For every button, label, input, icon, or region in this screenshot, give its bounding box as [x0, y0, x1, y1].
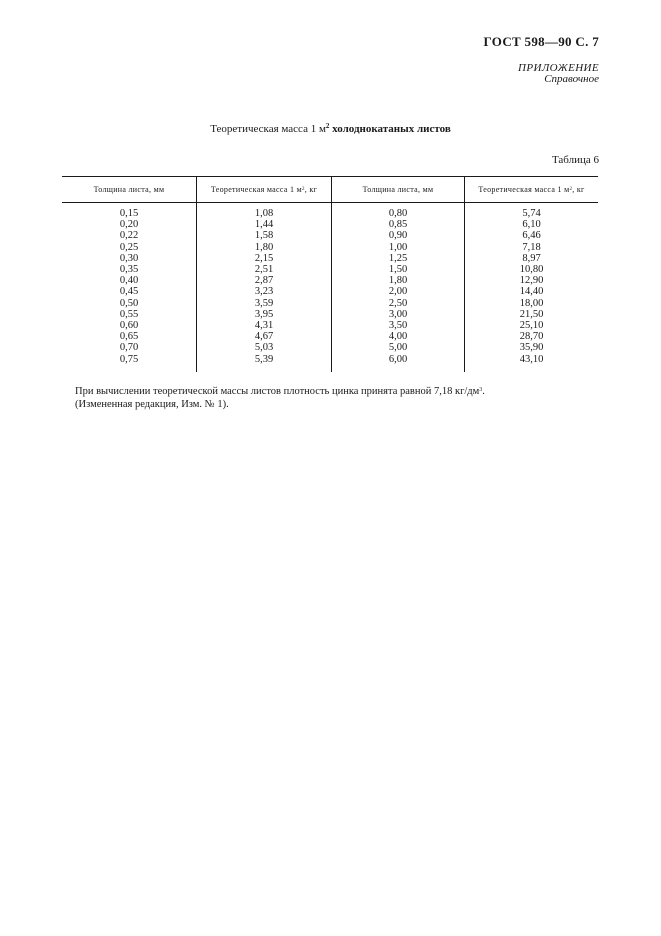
page-header: ГОСТ 598—90 С. 7 — [483, 34, 599, 49]
column-body — [62, 202, 196, 365]
table-cell: 8,97 — [522, 252, 541, 264]
table-cell: 2,51 — [254, 264, 274, 276]
footnote — [75, 384, 485, 411]
table-cell: 0,40 — [119, 275, 139, 287]
table-cell: 6,46 — [522, 230, 541, 242]
table-cell: 4,67 — [254, 331, 274, 343]
title-prefix: Теоретическая масса 1 м — [210, 123, 326, 135]
table-cell: 0,85 — [388, 219, 408, 231]
table-cell: 2,15 — [254, 252, 274, 264]
table-cell: 10,80 — [519, 264, 544, 276]
column-header: Толщина листа, мм — [93, 184, 165, 194]
table-cell: 3,95 — [254, 308, 274, 320]
table-cell: 1,58 — [254, 230, 274, 242]
table-cell: 0,55 — [119, 308, 139, 320]
table-cell: 35,90 — [519, 342, 544, 354]
table-cell: 1,50 — [388, 264, 408, 276]
footnote-line-1: При вычислении теоретической массы листов плотность цинка принята равной 7,18 $кг/дм^3$. — [75, 386, 485, 397]
appendix-type: Справочное — [544, 73, 599, 85]
table-cell: 5,74 — [522, 208, 541, 219]
table-cell: 0,80 — [388, 208, 408, 219]
table-cell: 0,45 — [119, 286, 139, 298]
table-cell: 6,00 — [388, 353, 408, 365]
table-cell: 5,00 — [388, 342, 408, 354]
table-cell: 3,59 — [254, 297, 274, 309]
table-cell: 0,65 — [119, 331, 139, 343]
column-body — [332, 202, 464, 365]
table-cell: 0,30 — [119, 252, 139, 264]
table-cell: 4,00 — [388, 331, 408, 343]
footnote-line-2: (Измененная редакция, Изм. № 1). — [75, 398, 229, 410]
document-title — [0, 122, 661, 135]
table-cell: 0,22 — [119, 230, 139, 242]
table-cell: 1,80 — [388, 275, 408, 287]
table-cell: 5,39 — [254, 353, 274, 365]
table-cell: 0,60 — [119, 320, 139, 332]
table-cell: 1,44 — [254, 219, 274, 231]
table-cell: 5,03 — [254, 342, 274, 354]
table-cell: 7,18 — [522, 241, 541, 253]
table-cell: 0,90 — [388, 230, 408, 242]
appendix-block — [518, 63, 599, 85]
table-cell: 12,90 — [519, 275, 544, 287]
table-label: Таблица 6 — [551, 154, 599, 166]
column-header: Теоретическая масса 1 м 2 , кг — [210, 184, 318, 194]
table-cell: 2,87 — [254, 275, 274, 287]
title-bold: холоднокатаных листов — [332, 123, 451, 135]
appendix-label: ПРИЛОЖЕНИЕ — [518, 62, 599, 74]
table-cell: 1,25 — [388, 252, 408, 264]
table-cell: 0,15 — [119, 208, 139, 219]
table-cell: 0,25 — [119, 241, 139, 253]
table-cell: 2,50 — [388, 297, 408, 309]
table-column-thickness-1 — [62, 176, 196, 365]
column-header: Толщина листа, мм — [362, 184, 434, 194]
table-cell: 0,70 — [119, 342, 139, 354]
table-cell: 1,08 — [254, 208, 274, 219]
table-column-mass-1 — [197, 176, 331, 365]
table-cell: 21,50 — [519, 308, 544, 320]
table-cell: 43,10 — [519, 353, 544, 365]
table-cell: 0,35 — [119, 264, 139, 276]
table-cell: 1,80 — [254, 241, 274, 253]
table-cell: 18,00 — [519, 297, 544, 309]
table-cell: 6,10 — [522, 219, 541, 231]
table-cell: 2,00 — [388, 286, 408, 298]
table-cell: 3,00 — [388, 308, 408, 320]
table-cell: 3,50 — [388, 320, 408, 332]
table-column-mass-2 — [465, 176, 598, 365]
column-body — [197, 202, 331, 365]
column-body — [465, 202, 598, 365]
title-superscript: 2 — [325, 122, 330, 130]
table-cell: 28,70 — [519, 331, 544, 343]
table-cell: 4,31 — [254, 320, 274, 332]
table-cell: 14,40 — [519, 286, 544, 298]
table-cell: 3,23 — [254, 286, 274, 298]
table-cell: 0,50 — [119, 297, 139, 309]
table-cell: 0,75 — [119, 353, 139, 365]
table-cell: 25,10 — [519, 320, 544, 332]
table-column-thickness-2 — [332, 176, 464, 365]
column-header: Теоретическая масса 1 м 2 , кг — [478, 184, 585, 194]
table-cell: 0,20 — [119, 219, 139, 231]
table-cell: 1,00 — [388, 241, 408, 253]
